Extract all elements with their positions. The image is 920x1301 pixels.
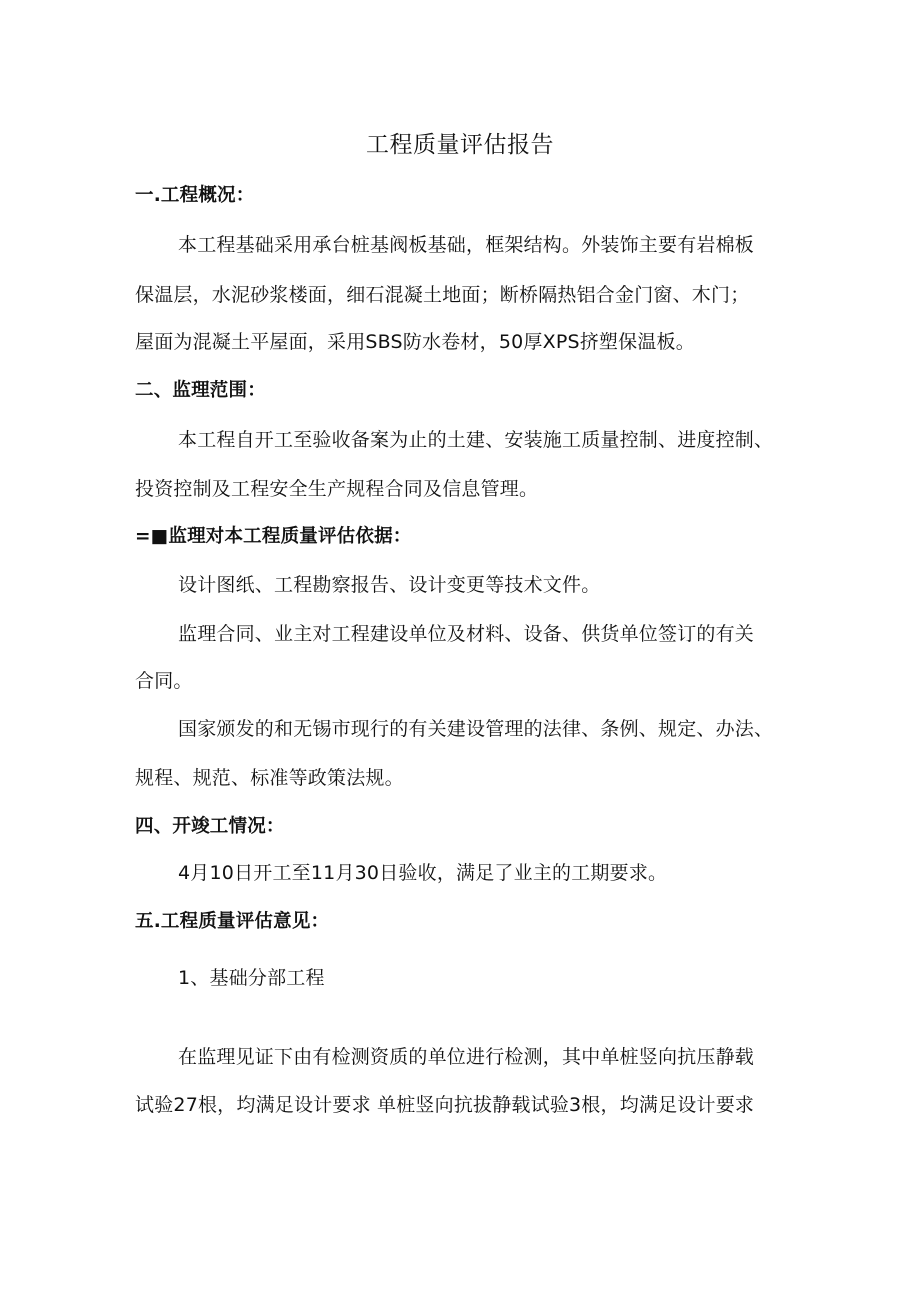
paragraph-line: 国家颁发的和无锡市现行的有关建设管理的法律、条例、规定、办法、: [178, 718, 774, 740]
section-heading: =■监理对本工程质量评估依据：: [135, 526, 412, 547]
paragraph-line: 试验27根，均满足设计要求 单桩竖向抗拔静载试验3根，均满足设计要求: [135, 1094, 755, 1116]
paragraph-line: 保温层，水泥砂浆楼面，细石混凝土地面；断桥隔热铝合金门窗、木门；: [135, 284, 750, 306]
paragraph-line: 屋面为混凝土平屋面，采用SBS防水卷材，50厚XPS挤塑保温板。: [135, 331, 695, 353]
section-heading: 一.工程概况：: [135, 185, 255, 206]
document-title: 工程质量评估报告: [366, 132, 554, 158]
paragraph-line: 设计图纸、工程勘察报告、设计变更等技术文件。: [178, 574, 601, 596]
paragraph-line: 本工程自开工至验收备案为止的土建、安装施工质量控制、进度控制、: [178, 429, 774, 451]
section-heading: 二、监理范围：: [135, 380, 266, 401]
paragraph-line: 投资控制及工程安全生产规程合同及信息管理。: [135, 478, 539, 500]
paragraph-line: 在监理见证下由有检测资质的单位进行检测，其中单桩竖向抗压静载: [178, 1046, 755, 1068]
paragraph-line: 4月10日开工至11月30日验收，满足了业主的工期要求。: [178, 862, 668, 884]
paragraph-line: 本工程基础采用承台桩基阀板基础，框架结构。外装饰主要有岩棉板: [178, 234, 755, 256]
section-heading: 五.工程质量评估意见：: [135, 911, 330, 932]
section-heading: 四、开竣工情况：: [135, 816, 285, 837]
paragraph-line: 合同。: [135, 670, 193, 692]
paragraph-line: 规程、规范、标准等政策法规。: [135, 767, 404, 789]
subsection-title: 1、基础分部工程: [178, 967, 325, 989]
paragraph-line: 监理合同、业主对工程建设单位及材料、设备、供货单位签订的有关: [178, 623, 755, 645]
